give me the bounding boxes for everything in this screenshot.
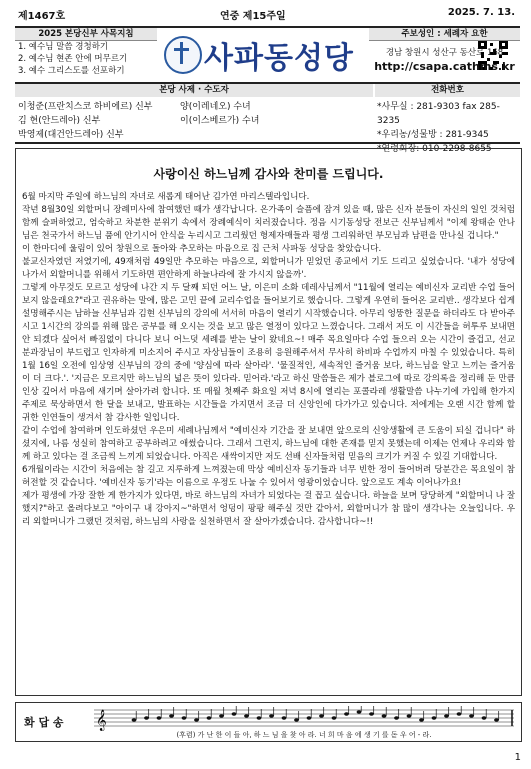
patron-saint: 주보성인 : 세례자 요한 xyxy=(369,28,520,41)
staff-heading: 본당 사제 · 수도자 xyxy=(15,84,373,97)
note-head xyxy=(469,714,474,717)
church-name: 사파동성당 xyxy=(204,41,354,76)
note-head xyxy=(132,718,137,721)
note-head xyxy=(482,716,487,719)
psalm-lyrics: (후렴) 가 난 한 이 들 아, 하 느 님 을 찾 아 라. 너 희 마 음 에 생 기 를 돋 우 어 - 라. xyxy=(176,731,432,739)
note-head xyxy=(282,716,287,719)
article-title: 사랑이신 하느님께 감사와 찬미를 드립니다. xyxy=(153,167,384,181)
note-head xyxy=(307,716,312,719)
note-head xyxy=(357,710,362,713)
note-head xyxy=(344,712,349,715)
article-paragraph: 6월 마지막 주일에 하느님의 자녀로 새롭게 태어난 김가연 마리스텔라입니다. xyxy=(22,192,310,202)
article-paragraph: 불교신자였던 저였기에, 49재처럼 49일만 추모하는 마음으로, 외할머니가 믿었던 종교에서 기도 드리고 싶었습니다. '내가 성당에 나가서 외할머니를 위해서 기도하면 편안하게 하늘나라에 잘 가시지 않을까'. xyxy=(22,257,515,280)
church-info xyxy=(369,28,520,78)
note-head xyxy=(432,716,437,719)
note-head xyxy=(444,714,449,717)
music-staff xyxy=(94,706,514,732)
sister-name: 양(이레네오) 수녀 xyxy=(180,102,251,112)
note-head xyxy=(419,718,424,721)
psalm-label: 화 답 송 xyxy=(24,716,64,729)
responsorial-psalm xyxy=(15,702,522,742)
priest-name: 이청준(프란치스코 하비에르) 신부 xyxy=(18,102,153,112)
treble-clef-icon: 𝄞 xyxy=(96,710,107,731)
priest-list xyxy=(18,100,152,142)
note-head xyxy=(257,716,262,719)
issue-date: 2025. 7. 13. xyxy=(447,7,515,18)
note-head xyxy=(207,716,212,719)
note-head xyxy=(169,714,174,717)
top-bar xyxy=(0,0,531,26)
pastoral-guidelines xyxy=(15,28,157,78)
note-head xyxy=(382,714,387,717)
article-paragraph: 이 한마디에 울림이 있어 창원으로 돌아와 추모하는 마음으로 집 근처 사파동 성당을 찾았습니다. xyxy=(22,244,382,254)
note-head xyxy=(332,716,337,719)
masthead xyxy=(15,26,520,78)
guidelines-title: 2025 본당신부 사목지침 xyxy=(15,28,157,41)
guideline-item: 2. 예수님 현존 안에 머무르기 xyxy=(18,54,128,64)
church-logo xyxy=(160,30,365,76)
note-head xyxy=(157,716,162,719)
article-body xyxy=(22,191,515,529)
church-url[interactable]: http://csapa.cathms.kr xyxy=(374,60,515,73)
note-head xyxy=(219,714,224,717)
sister-name: 이(이스베르가) 수녀 xyxy=(180,116,260,126)
article-paragraph: 6개월이라는 시간이 처음에는 참 길고 지루하게 느껴졌는데 막상 예비신자 동기들과 너무 빈한 정이 들어버려 당분간은 목요일이 참 허전할 것 같습니다. '예비신자 동기'라는 이름으로 우정도 나눌 수 있어서 영광이었습니다. 앞으로도 계속 이어나가요! xyxy=(22,465,515,488)
note-head xyxy=(369,712,374,715)
guideline-item: 3. 예수 그리스도를 선포하기 xyxy=(18,66,125,76)
staff-section xyxy=(15,82,520,154)
priest-name: 박영제(대건안드레아) 신부 xyxy=(18,130,124,140)
phone-heading: 전화번호 xyxy=(375,84,520,97)
sister-list xyxy=(180,100,259,128)
page-number: 1 xyxy=(514,752,521,763)
note-head xyxy=(269,714,274,717)
priest-name: 김 현(안드레아) 신부 xyxy=(18,116,101,126)
note-head xyxy=(494,718,499,721)
phone-entry: *우리농/성물방 : 281-9345 xyxy=(377,130,489,140)
note-head xyxy=(407,714,412,717)
issue-number: 제1467호 xyxy=(18,11,66,22)
note-head xyxy=(182,716,187,719)
church-address: 경남 창원시 성산구 동산로 168 xyxy=(385,48,504,58)
note-head xyxy=(457,712,462,715)
note-head xyxy=(144,716,149,719)
article-paragraph: 같이 수업에 참여하며 인도하셨던 우은미 세례나님께서 "예비신자 기간을 잘 보내면 앞으로의 신앙생활에 큰 도움이 되실 겁니다" 하셨지에, 나름 성실히 참여하고 공부하려고 애썼습니다. 그래서 그런지, 하느님에 대한 존재를 믿지 못했는데 이제는 언제나 우리와 함께 하고 있다는 걸 조금씩 느끼게 되었습니다. 아직은 새싹이지만 저도 선배 신자들처럼 믿음의 크기가 커질 수 있길 기대합니다. xyxy=(22,426,515,462)
liturgical-season: 연중 제15주일 xyxy=(220,11,286,22)
article-paragraph: 제가 평생에 가장 잘한 게 한가지가 있다면, 바로 하느님의 자녀가 되었다는 걸 꼽고 싶습니다. 하늘을 보며 당당하게 "외할머니 나 잘했지?"하고 올려다보고 "아이구 내 강아지~"하면서 엉덩이 팡팡 해주실 것만 같아서, 외할머니가 참 많이 생각나는 오늘입니다. 우리 외할머니가 그랬던 것처럼, 하느님의 사랑을 실천하면서 잘 살아가겠습니다. 감사합니다~!! xyxy=(22,491,516,527)
note-head xyxy=(319,714,324,717)
cross-emblem-icon xyxy=(164,36,202,74)
note-head xyxy=(232,712,237,715)
phone-entry: *사무실 : 281-9303 fax 285-3235 xyxy=(377,102,500,126)
note-head xyxy=(394,716,399,719)
note-head xyxy=(244,714,249,717)
article-paragraph: 그렇게 아무것도 모르고 성당에 나간 지 두 달째 되던 어느 날, 이은미 소화 데레사님께서 "11월에 열리는 예비신자 교리반 수업 들어보지 않을래요?"라고 권유하는 말에, 많은 고민 끝에 교리수업을 들어보기로 했습니다. 그렇게 우연히 들어온 교리반.. 생각보다 쉽게 설명해주시는 남하늘 신부님과 김현 신부님의 강의에 서서히 마음이 열리기 시작했습니다. 아무리 엉뚱한 질문을 하더라도 다 받아주시고 1시간의 강의를 위해 많은 공부를 해 오시는 것을 보고 많은 열정이 있다고 느꼈습니다. 그래서 저도 이 시간들을 허투루 보내면 안 되겠다 싶어서 빠짐없이 다니다 보니 어느덧 세례를 받는 날이 왔네요~! 매주 목요일마다 수업 들으러 오는 시간이 즐겁고, 선교분과장님이 부드럽고 인자하게 미소지어 주시고 자상님들이 조용히 응원해주셔서 무사히 하비파 수업까지 마칠 수 있었습니다. 특히 1월 16일 오전에 임상영 신부님의 강의 중에 '양심에 따라 살아라'. '물질적인, 세속적인 즐거움 보다, 하느님을 알고 느끼는 즐거움이 더 크다.'. '지금은 모르지만 하느님의 넓은 뜻이 있다라. 믿어라.'라고 하신 말씀들은 제가 블로그에 따로 강의록을 정리해 둔 만큼 인상 깊어서 마음에 새기며 살아가려 합니다. 또 매월 첫째주 화요일 저녁 8시에 열리는 포콜라레 생활말씀 나누기에 가입해 한가지 주제로 묵상하면서 한 달을 보내고, 발표하는 시간들을 가지면서 조금 더 신앙인에 다가가고 있습니다. 저에게는 오랜 시간 함께 할 귀한 인연들이 생겨서 참 감사한 일입니다. xyxy=(22,283,515,423)
guideline-item: 1. 예수님 말씀 경청하기 xyxy=(18,42,109,52)
phone-entry: *연령회장: 010-2298-8655 xyxy=(377,144,492,154)
article-paragraph: 작년 8월30일 외할머니 장례미사에 참여했던 때가 생각납니다. 온가족이 슬픔에 잠겨 있을 때, 많은 신자 분들이 자신의 일인 것처럼 함께 슬퍼하였고, 엄숙하고 차분한 분위기 속에서 장례예식이 치러졌습니다. 정음 시기동성당 전보근 신부님께서 "이제 왕태순 안나님은 천국가서 하느님 품에 안기시어 안식을 누리시고 그리웠던 형제자매들과 평생 그리워하던 부모님과 남편을 만나실 겁니다." xyxy=(22,205,515,241)
article-box xyxy=(15,148,522,696)
note-head xyxy=(194,718,199,721)
note-head xyxy=(294,718,299,721)
